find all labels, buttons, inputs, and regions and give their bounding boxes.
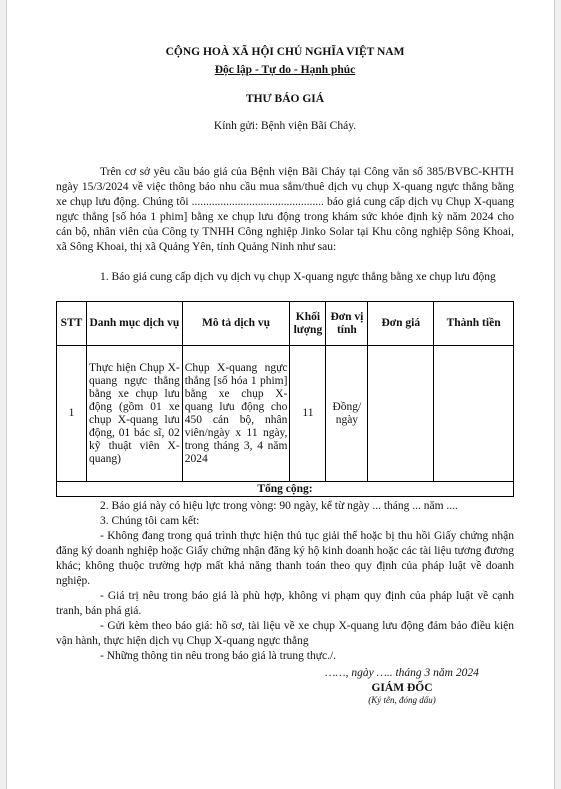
commitment-4: - Những thông tin nêu trong báo giá là trung thực./. bbox=[100, 650, 337, 662]
commitment-3: - Gửi kèm theo báo giá: hồ sơ, tài liệu về xe chụp X-quang lưu động đảm bảo điều kiện vận hành, thực hiện dịch vụ Chụp X-quang ngực thẳng bbox=[56, 620, 514, 647]
cell-service: Thực hiện Chụp X-quang ngực thẳng bằng xe chụp lưu động (gồm 01 xe chụp X-quang lưu động, 01 bác sĩ, 02 kỹ thuật viên X-quang) bbox=[86, 346, 182, 482]
cell-amount bbox=[434, 346, 514, 482]
col-stt: STT bbox=[57, 302, 87, 346]
document-title: THƯ BÁO GIÁ bbox=[245, 93, 325, 105]
col-unit: Đơn vị tính bbox=[326, 302, 368, 346]
cell-unit: Đồng/ ngày bbox=[326, 346, 368, 482]
col-quantity: Khối lượng bbox=[290, 302, 326, 346]
item-2: 2. Báo giá này có hiệu lực trong vòng: 90 ngày, kể từ ngày ... tháng ... năm .... bbox=[100, 500, 458, 512]
quote-table bbox=[56, 301, 514, 497]
signature-note: (Ký tên, đóng dấu) bbox=[368, 695, 436, 705]
table-row bbox=[57, 346, 514, 482]
item-3: 3. Chúng tôi cam kết: bbox=[100, 515, 200, 527]
intro-paragraph: Trên cơ sở yêu cầu báo giá của Bệnh viện Bãi Cháy tại Công văn số 385/BVBC-KHTH ngày 15/3/2024 về việc thông báo nhu cầu mua sắm/thuê dịch vụ chụp X-quang ngực thẳng bằng xe chụp lưu động. Chúng tôi .............................................. báo giá cung cấp dịch vụ Chụp X-quang ngực thẳng [số hóa 1 phim] bằng xe chụp lưu động trong khám sức khỏe định kỳ năm 2024 cho cán bộ, nhân viên của Công ty TNHH Công nghiệp Jinko Solar tại Khu công nghiệp Sông Khoai, xã Sông Khoai, thị xã Quảng Yên, tỉnh Quảng Ninh như sau: bbox=[56, 166, 514, 253]
motto: Độc lập - Tự do - Hạnh phúc bbox=[214, 64, 356, 76]
recipient-line: Kính gửi: Bệnh viện Bãi Cháy. bbox=[213, 120, 357, 132]
col-unit-price: Đơn giá bbox=[368, 302, 434, 346]
total-row bbox=[57, 482, 514, 497]
cell-stt: 1 bbox=[57, 346, 87, 482]
cell-unit-price bbox=[368, 346, 434, 482]
col-amount: Thành tiền bbox=[434, 302, 514, 346]
commitment-2: - Giá trị nêu trong báo giá là phù hợp, không vi phạm quy định của pháp luật về cạnh tranh, bán phá giá. bbox=[56, 590, 514, 617]
cell-quantity: 11 bbox=[290, 346, 326, 482]
date-line: ……, ngày ….. tháng 3 năm 2024 bbox=[325, 667, 479, 679]
commitment-1: - Không đang trong quá trình thực hiện thủ tục giải thể hoặc bị thu hồi Giấy chứng nhận đăng ký doanh nghiệp hoặc Giấy chứng nhận đăng ký hộ kinh doanh hoặc các tài liệu tương đương khác; không thuộc trường hợp mất khả năng thanh toán theo quy định của pháp luật về doanh nghiệp. bbox=[56, 530, 514, 587]
cell-description: Chụp X-quang ngực thẳng [số hóa 1 phim] bằng xe chụp X-quang lưu động cho 450 cán bộ, nhân viên/ngày x 11 ngày, trong tháng 3, 4 năm 2024 bbox=[182, 346, 290, 482]
national-title: CỘNG HOÀ XÃ HỘI CHỦ NGHĨA VIỆT NAM bbox=[165, 46, 405, 58]
motto-wrap bbox=[56, 60, 514, 78]
table-header-row bbox=[57, 302, 514, 346]
col-service: Danh mục dịch vụ bbox=[86, 302, 182, 346]
item-1: 1. Báo giá cung cấp dịch vụ dịch vụ chụp X-quang ngực thẳng bằng xe chụp lưu động bbox=[100, 271, 496, 283]
col-description: Mô tả dịch vụ bbox=[182, 302, 290, 346]
signer-title: GIÁM ĐỐC bbox=[371, 682, 433, 694]
total-label: Tổng cộng: bbox=[57, 482, 514, 497]
